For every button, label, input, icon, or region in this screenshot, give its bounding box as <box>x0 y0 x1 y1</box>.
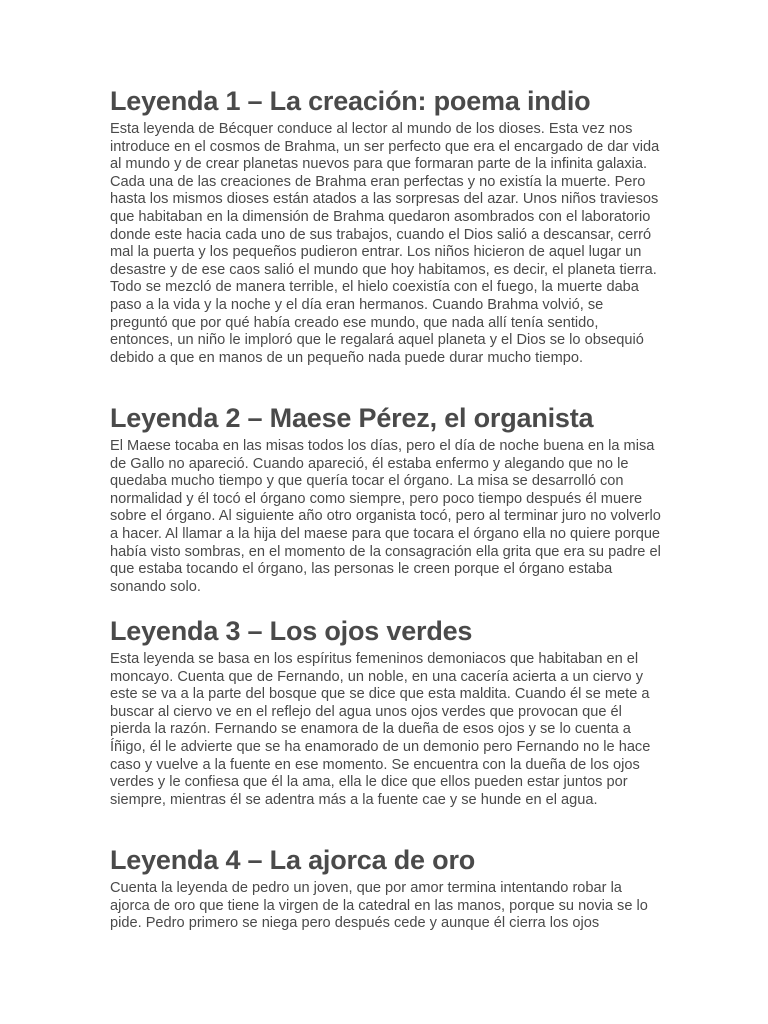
section-body: El Maese tocaba en las misas todos los días, pero el día de noche buena en la misa de Gallo no apareció. Cuando apareció, él estaba enfermo y alegando que no le quedaba mucho tiempo y que quería tocar el órgano. La misa se desarrolló con normalidad y él tocó el órgano como siempre, pero poco tiempo después él muere sobre el órgano. Al siguiente año otro organista tocó, pero al terminar juro no volverlo a hacer. Al llamar a la hija del maese para que tocara el órgano ella no quiere porque había visto sombras, en el momento de la consagración ella grita que era su padre el que estaba tocando el órgano, las personas le creen porque el órgano estaba sonando solo. <box>110 438 661 595</box>
legend-section-1 <box>110 84 662 401</box>
legend-section-3 <box>110 614 662 843</box>
document-page <box>110 84 662 953</box>
section-title: Leyenda 1 – La creación: poema indio <box>110 86 591 116</box>
section-body: Esta leyenda se basa en los espíritus femeninos demoniacos que habitaban en el moncayo. Cuenta que de Fernando, un noble, en una cacería acierta a un ciervo y este se va a la parte del bosque que se dice que esta maldita. Cuando él se mete a buscar al ciervo ve en el reflejo del agua unos ojos verdes que provocan que él pierda la razón. Fernando se enamora de la dueña de esos ojos y se lo cuenta a Íñigo, él le advierte que se ha enamorado de un demonio pero Fernando no le hace caso y vuelve a la fuente en ese momento. Se encuentra con la dueña de los ojos verdes y le confiesa que él la ama, ella le dice que ellos pueden estar juntos por siempre, mientras él se adentra más a la fuente cae y se hunde en el agua. <box>110 651 651 808</box>
section-title: Leyenda 4 – La ajorca de oro <box>110 845 476 875</box>
section-body: Esta leyenda de Bécquer conduce al lector al mundo de los dioses. Esta vez nos introduce en el cosmos de Brahma, un ser perfecto que era el encargado de dar vida al mundo y de crear planetas nuevos para que formaran parte de la infinita galaxia. Cada una de las creaciones de Brahma eran perfectas y no existía la muerte. Pero hasta los mismos dioses están atados a las sorpresas del azar. Unos niños traviesos que habitaban en la dimensión de Brahma quedaron asombrados con el laboratorio donde este hacia cada uno de sus trabajos, cuando el Dios salió a descansar, cerró mal la puerta y los pequeños pudieron entrar. Los niños hicieron de aquel lugar un desastre y de ese caos salió el mundo que hoy habitamos, es decir, el planeta tierra. Todo se mezcló de manera terrible, el hielo coexistía con el fuego, la muerte daba paso a la vida y la noche y el día eran hermanos. Cuando Brahma volvió, se preguntó que por qué había creado ese mundo, que nada allí tenía sentido, entonces, un niño le imploró que le regalará aquel planeta y el Dios se lo obsequió debido a que en manos de un pequeño nada puede durar mucho tiempo. <box>110 121 660 366</box>
section-body: Cuenta la leyenda de pedro un joven, que por amor termina intentando robar la ajorca de oro que tiene la virgen de la catedral en las manos, porque su novia se lo pide. Pedro primero se niega pero después cede y aunque él cierra los ojos <box>110 880 648 932</box>
section-title: Leyenda 3 – Los ojos verdes <box>110 616 473 646</box>
legend-section-4 <box>110 843 662 953</box>
legend-section-2 <box>110 401 662 614</box>
section-title: Leyenda 2 – Maese Pérez, el organista <box>110 403 594 433</box>
